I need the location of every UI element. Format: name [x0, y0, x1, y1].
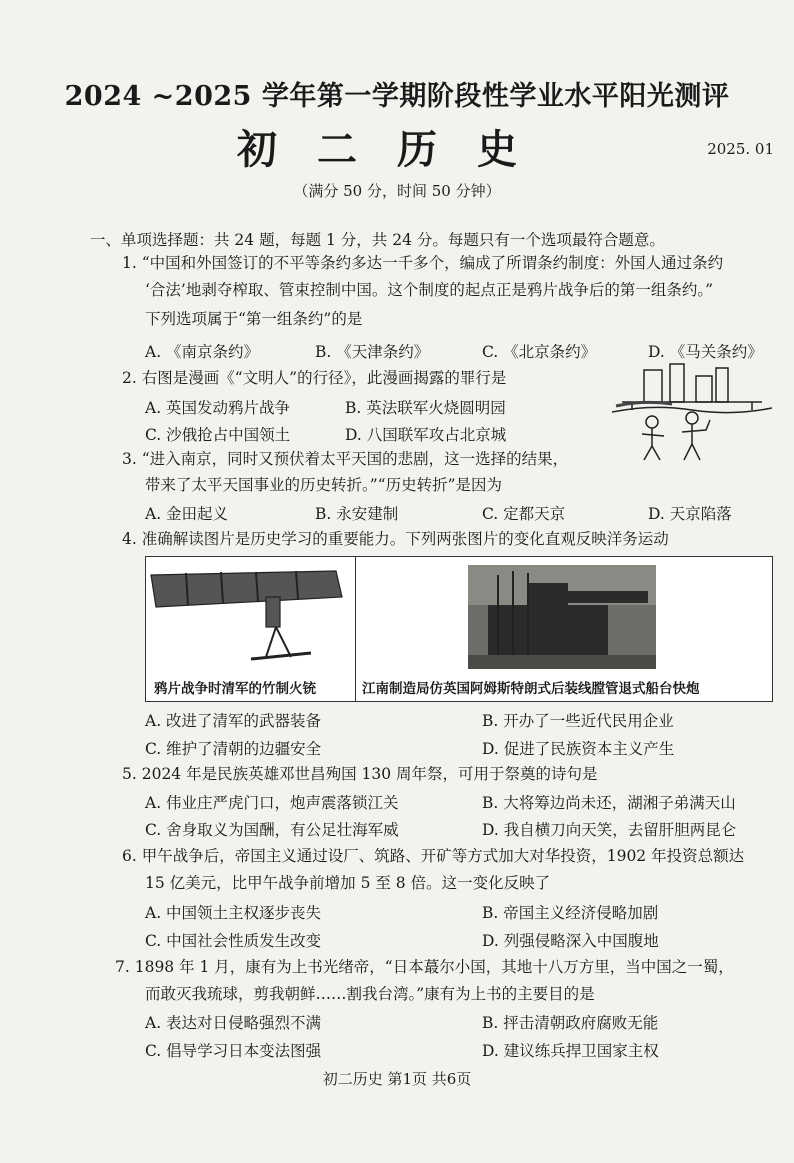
subject-title: 初二历史 [237, 126, 557, 173]
section-heading: 一、单项选择题：共 24 题，每题 1 分，共 24 分。每题只有一个选项最符合题意。 [90, 231, 665, 249]
q5-option-a: A. 伟业庄严虎门口，炮声震落锁江关 [145, 794, 399, 812]
q3-option-c: C. 定都天京 [482, 505, 566, 523]
q3-option-d: D. 天京陷落 [648, 505, 732, 523]
q4-stem: 4. 准确解读图片是历史学习的重要能力。下列两张图片的变化直观反映洋务运动 [122, 530, 669, 548]
page-footer: 初二历史 第1页 共6页 [322, 1070, 472, 1088]
q5-option-d: D. 我自横刀向天笑，去留肝胆两昆仑 [482, 821, 737, 839]
q4-option-d: D. 促进了民族资本主义产生 [482, 740, 675, 758]
cartoon-illustration [612, 360, 772, 464]
q3-option-a: A. 金田起义 [145, 505, 229, 523]
q5-option-c: C. 舍身取义为国酬，有公足壮海军威 [145, 821, 399, 839]
q1-option-c: C. 《北京条约》 [482, 343, 597, 361]
q2-option-c: C. 沙俄抢占中国领土 [145, 426, 291, 444]
q7-option-a: A. 表达对日侵略强烈不满 [145, 1014, 322, 1032]
q1-option-b: B. 《天津条约》 [315, 343, 430, 361]
q7-option-d: D. 建议练兵捍卫国家主权 [482, 1042, 659, 1060]
score-time-note: （满分 50 分，时间 50 分钟） [293, 182, 501, 200]
q6-option-a: A. 中国领土主权逐步丧失 [145, 904, 322, 922]
q6-option-c: C. 中国社会性质发生改变 [145, 932, 322, 950]
q6-stem-line2: 15 亿美元，比甲午战争前增加 5 至 8 倍。这一变化反映了 [145, 874, 551, 892]
q7-stem-line2: 而敢灭我琉球，剪我朝鲜……割我台湾。”康有为上书的主要目的是 [145, 985, 595, 1003]
q3-stem-line1: 3. “进入南京，同时又预伏着太平天国的悲剧，这一选择的结果， [122, 450, 569, 468]
q1-stem-line3: 下列选项属于“第一组条约”的是 [145, 310, 363, 328]
q3-stem-line2: 带来了太平天国事业的历史转折。”“历史转折”是因为 [145, 476, 503, 494]
q2-stem: 2. 右图是漫画《“文明人”的行径》，此漫画揭露的罪行是 [122, 369, 507, 387]
q5-stem: 5. 2024 年是民族英雄邓世昌殉国 130 周年祭，可用于祭奠的诗句是 [122, 765, 598, 783]
q6-stem-line1: 6. 甲午战争后，帝国主义通过设厂、筑路、开矿等方式加大对华投资，1902 年投资总额达 [122, 847, 745, 865]
q7-option-b: B. 抨击清朝政府腐败无能 [482, 1014, 659, 1032]
q2-option-a: A. 英国发动鸦片战争 [145, 399, 291, 417]
q7-option-c: C. 倡导学习日本变法图强 [145, 1042, 322, 1060]
exam-date: 2025. 01 [707, 140, 774, 158]
q6-option-d: D. 列强侵略深入中国腹地 [482, 932, 659, 950]
exam-title: 2024 ~2025 学年第一学期阶段性学业水平阳光测评 [64, 81, 730, 112]
q1-stem-line2: ‘合法’地剥夺榨取、管束控制中国。这个制度的起点正是鸦片战争后的第一组条约。” [145, 281, 714, 299]
q1-option-a: A. 《南京条约》 [145, 343, 260, 361]
q2-option-d: D. 八国联军攻占北京城 [345, 426, 507, 444]
caption-bamboo-gun: 鸦片战争时清军的竹制火铳 [154, 681, 316, 697]
photo-armstrong-gun [468, 565, 656, 669]
q4-option-a: A. 改进了清军的武器装备 [145, 712, 322, 730]
q4-option-c: C. 维护了清朝的边疆安全 [145, 740, 322, 758]
q2-option-b: B. 英法联军火烧圆明园 [345, 399, 506, 417]
q3-option-b: B. 永安建制 [315, 505, 399, 523]
q6-option-b: B. 帝国主义经济侵略加剧 [482, 904, 659, 922]
image-armstrong-gun [355, 556, 773, 702]
q7-stem-line1: 7. 1898 年 1 月，康有为上书光绪帝，“日本蕞尔小国，其地十八万方里，当中国之一蜀， [115, 958, 734, 976]
q1-stem-line1: 1. “中国和外国签订的不平等条约多达一千多个，编成了所谓条约制度：外国人通过条约 [122, 254, 724, 272]
image-bamboo-gun [145, 556, 357, 702]
q4-option-b: B. 开办了一些近代民用企业 [482, 712, 674, 730]
q5-option-b: B. 大将筹边尚未还，湖湘子弟满天山 [482, 794, 736, 812]
q1-option-d: D. 《马关条约》 [648, 343, 763, 361]
caption-armstrong-gun: 江南制造局仿英国阿姆斯特朗式后装线膛管退式船台快炮 [362, 681, 700, 697]
